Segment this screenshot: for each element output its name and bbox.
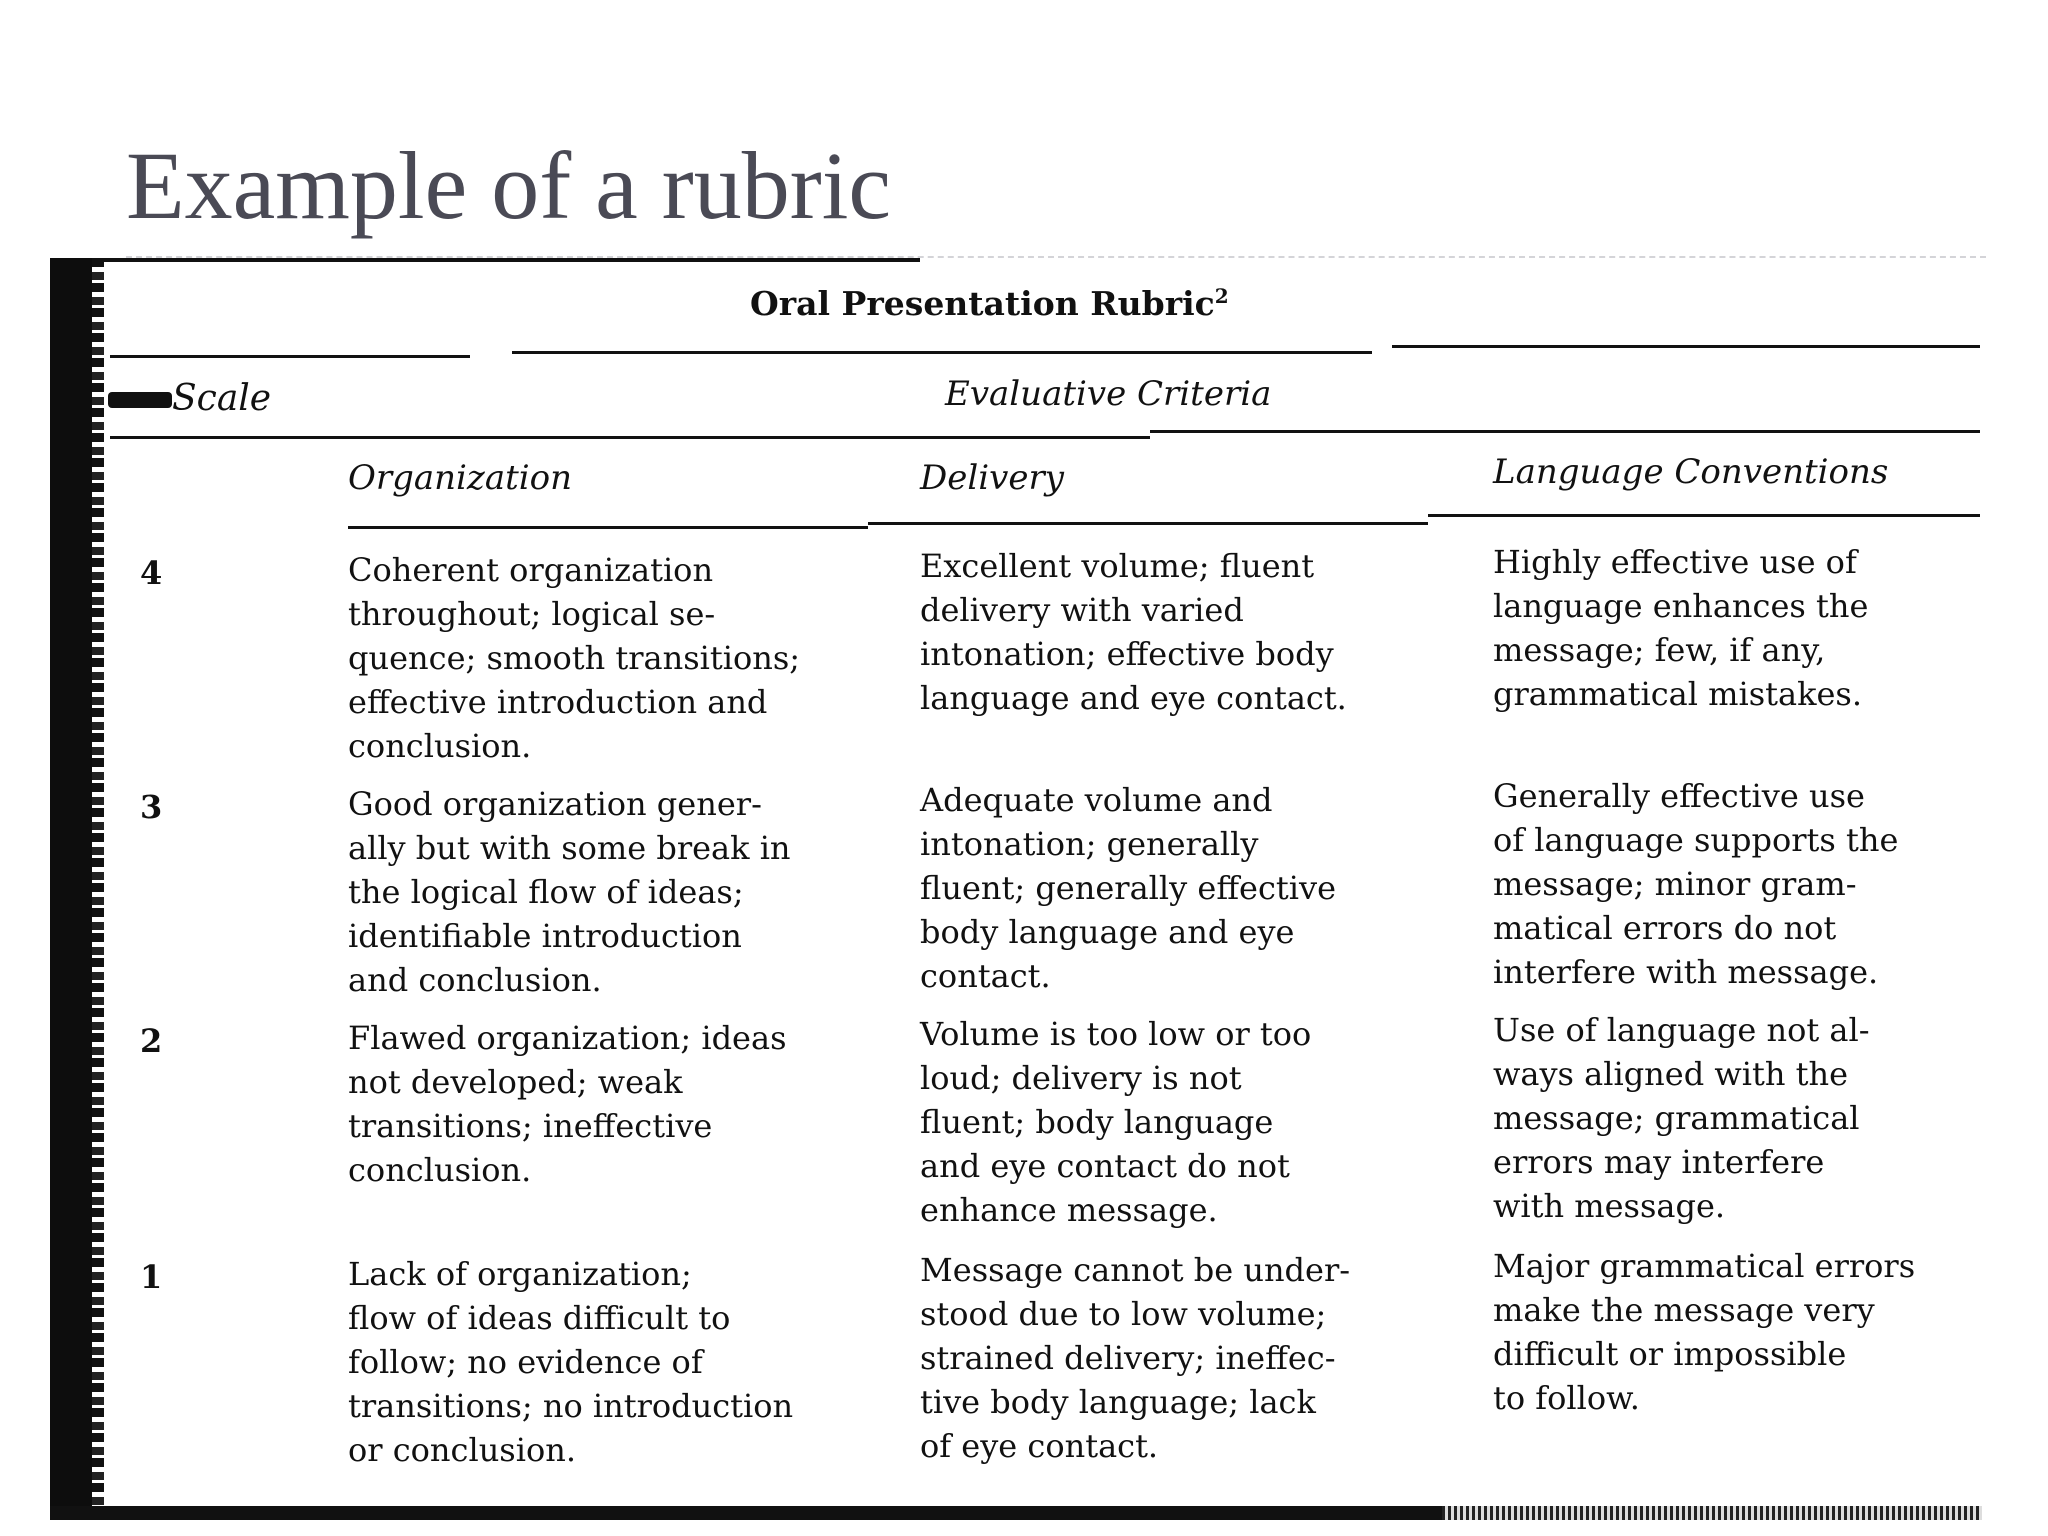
column-header-delivery: Delivery (920, 458, 1064, 498)
cell-4-language: Highly effective use of language enhances the message; few, if any, grammatical mistakes. (1493, 543, 1869, 713)
cell-3-organization: Good organization gener- ally but with some break in the logical flow of ideas; identifiable introduction and conclusion. (348, 785, 791, 999)
rubric-title-footnote: 2 (1214, 284, 1229, 308)
scale-marker (108, 392, 172, 408)
scan-bottom-edge (50, 1506, 1982, 1520)
evaluative-criteria-label: Evaluative Criteria (945, 374, 1272, 414)
cell-2-language: Use of language not al- ways aligned with the message; grammatical errors may interfere with message. (1493, 1011, 1870, 1225)
scan-top-edge (50, 258, 920, 262)
column-header-organization: Organization (348, 458, 573, 498)
rule-under-title-right (1392, 345, 1980, 348)
scan-left-edge (50, 258, 94, 1520)
score-2: 2 (140, 1022, 163, 1060)
cell-3-language: Generally effective use of language supports the message; minor gram- matical errors do not interfere with message. (1493, 777, 1899, 991)
score-4: 4 (140, 554, 163, 592)
slide-title: Example of a rubric (126, 132, 891, 239)
rule-under-headings-mid (868, 522, 1428, 525)
rubric-scan (50, 258, 1982, 1520)
score-1: 1 (140, 1258, 163, 1296)
rubric-title-text: Oral Presentation Rubric (750, 284, 1215, 323)
score-3: 3 (140, 788, 163, 826)
rule-under-headings-right (1428, 514, 1980, 517)
cell-1-delivery: Message cannot be under- stood due to low volume; strained delivery; ineffec- tive body language; lack of eye contact. (920, 1251, 1351, 1465)
scale-label: Scale (172, 378, 272, 419)
rule-under-scale-right (1150, 430, 1980, 433)
cell-4-delivery: Excellent volume; fluent delivery with varied intonation; effective body language and eye contact. (920, 547, 1347, 717)
cell-3-delivery: Adequate volume and intonation; generally fluent; generally effective body language and eye contact. (920, 781, 1337, 995)
rubric-title (750, 284, 1229, 323)
rule-under-scale (110, 436, 1150, 439)
cell-1-organization: Lack of organization; flow of ideas difficult to follow; no evidence of transitions; no introduction or conclusion. (348, 1255, 794, 1469)
column-header-language-conventions: Language Conventions (1493, 452, 1889, 492)
cell-2-organization: Flawed organization; ideas not developed; weak transitions; ineffective conclusion. (348, 1019, 787, 1189)
rule-under-title-left (110, 355, 470, 358)
cell-4-organization: Coherent organization throughout; logical se- quence; smooth transitions; effective introduction and conclusion. (348, 551, 801, 765)
rule-under-headings-left (348, 526, 868, 529)
cell-1-language: Major grammatical errors make the message very difficult or impossible to follow. (1493, 1247, 1916, 1417)
cell-2-delivery: Volume is too low or too loud; delivery is not fluent; body language and eye contact do not enhance message. (920, 1015, 1312, 1229)
rule-under-title-mid (512, 351, 1372, 354)
